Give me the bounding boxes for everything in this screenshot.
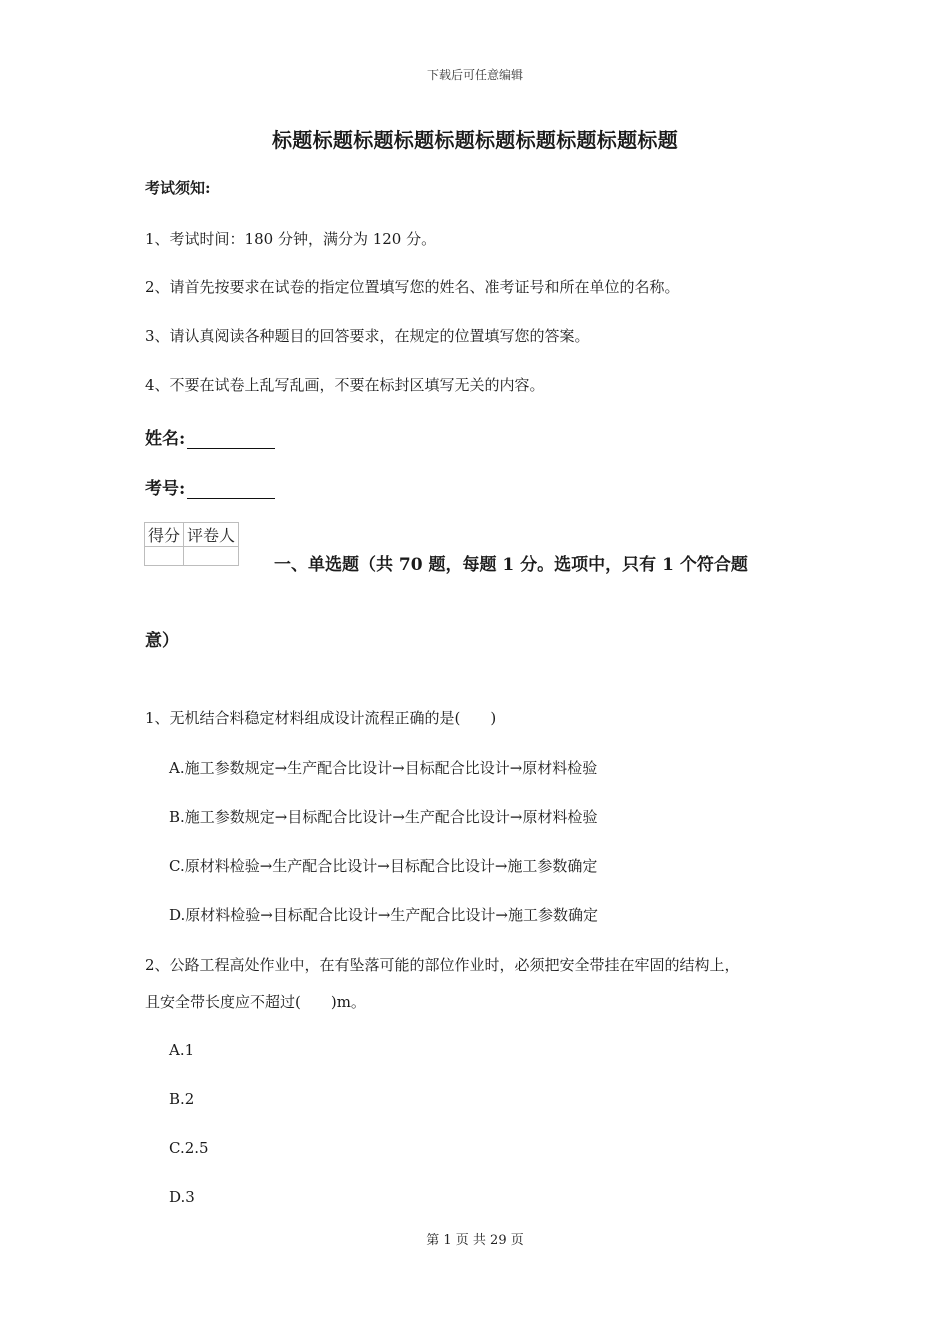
option-d: D.原材料检验→目标配合比设计→生产配合比设计→施工参数确定 (169, 906, 598, 924)
option-a: A.施工参数规定→生产配合比设计→目标配合比设计→原材料检验 (169, 759, 598, 777)
grader-cell (184, 547, 239, 566)
notice-item: 1、考试时间：180 分钟，满分为 120 分。 (145, 230, 437, 248)
question-stem: 2、公路工程高处作业中，在有坠落可能的部位作业时，必须把安全带挂在牢固的结构上， (145, 956, 740, 974)
score-cell (145, 547, 184, 566)
notice-heading: 考试须知: (145, 179, 211, 197)
name-field (145, 424, 275, 449)
option-c: C.原材料检验→生产配合比设计→目标配合比设计→施工参数确定 (169, 857, 598, 875)
question-stem-continued: 且安全带长度应不超过( )m。 (145, 993, 366, 1011)
score-table (144, 522, 239, 566)
option-a: A.1 (169, 1041, 195, 1059)
name-blank[interactable] (187, 430, 275, 449)
option-b: B.施工参数规定→目标配合比设计→生产配合比设计→原材料检验 (169, 808, 598, 826)
section-title: 一、单选题（共 70 题，每题 1 分。选项中，只有 1 个符合题 (274, 555, 748, 575)
grader-header: 评卷人 (184, 523, 239, 547)
id-field (145, 474, 275, 499)
option-d: D.3 (169, 1188, 195, 1206)
score-header: 得分 (145, 523, 184, 547)
option-b: B.2 (169, 1090, 195, 1108)
notice-item: 4、不要在试卷上乱写乱画，不要在标封区填写无关的内容。 (145, 376, 545, 394)
id-blank[interactable] (187, 480, 275, 499)
id-label: 考号: (145, 479, 186, 499)
document-title: 标题标题标题标题标题标题标题标题标题标题 (272, 128, 678, 152)
name-label: 姓名: (145, 429, 186, 449)
page-footer: 第 1 页 共 29 页 (426, 1233, 524, 1248)
notice-item: 3、请认真阅读各种题目的回答要求，在规定的位置填写您的答案。 (145, 327, 590, 345)
question-stem: 1、无机结合料稳定材料组成设计流程正确的是( ) (145, 709, 497, 727)
section-title-continued: 意） (145, 631, 179, 651)
notice-item: 2、请首先按要求在试卷的指定位置填写您的姓名、准考证号和所在单位的名称。 (145, 278, 680, 296)
option-c: C.2.5 (169, 1139, 209, 1157)
header-note: 下载后可任意编辑 (426, 68, 523, 82)
